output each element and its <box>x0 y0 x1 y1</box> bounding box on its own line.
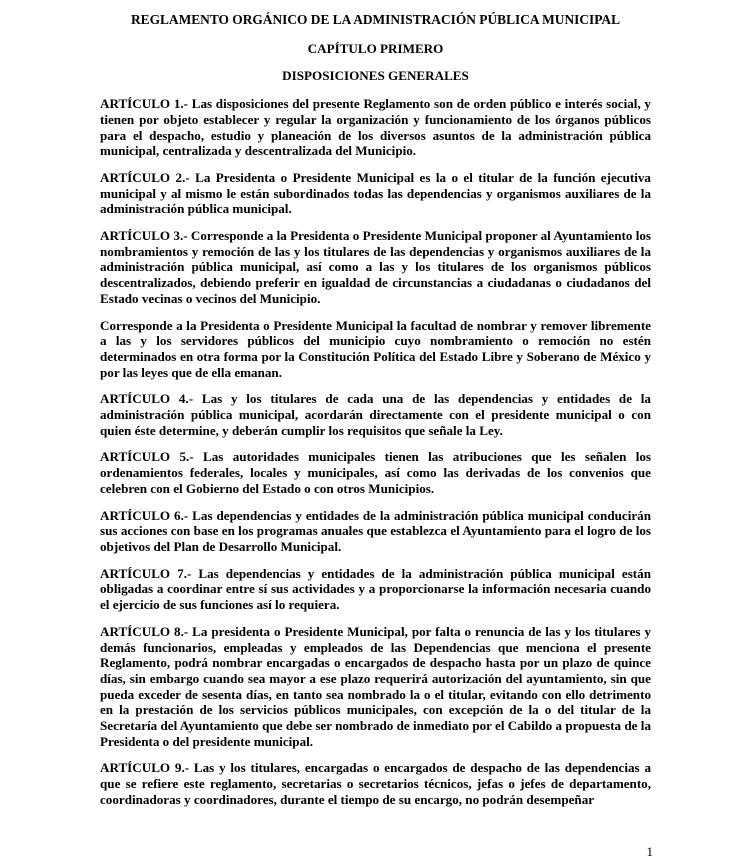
article-paragraph <box>100 391 651 438</box>
article-paragraph <box>100 96 651 159</box>
chapter-heading: CAPÍTULO PRIMERO <box>307 40 444 56</box>
article-number: ARTÍCULO 1.- <box>100 96 188 112</box>
article-text: Las y los titulares, encargadas o encargados de despacho de las dependencias a que se refiere este reglamento, secretarias o secretarios técnicos, jefas o jefes de departamento, coordinadoras y coordinadores, durante el tiempo de su encargo, no podrán desempeñar <box>100 760 651 807</box>
article-number: ARTÍCULO 8.- <box>100 623 189 639</box>
article-paragraph <box>100 228 651 307</box>
article-number: ARTÍCULO 9.- <box>100 760 190 776</box>
article-text: Las y los titulares de cada una de las dependencias y entidades de la administración pública municipal, acordarán directamente con el presidente municipal o con quien éste determine, y deberán cumplir los requisitos que señale la Ley. <box>100 391 651 438</box>
article-paragraph <box>100 170 651 217</box>
article-text: Las dependencias y entidades de la administración pública municipal están obligadas a coordinar entre sí sus actividades y a proporcionarse la información necesaria cuando el ejercicio de sus funciones así lo requiera. <box>100 565 651 613</box>
article-text: Las autoridades municipales tienen las atribuciones que les señalen los ordenamientos federales, locales y municipales, así como las derivadas de los convenios que celebren con el Gobierno del Estado o con otros Municipios. <box>100 449 651 496</box>
article-paragraph <box>100 760 651 807</box>
article-paragraph <box>100 508 651 555</box>
document-title: REGLAMENTO ORGÁNICO DE LA ADMINISTRACIÓN PÚBLICA MUNICIPAL <box>130 12 621 27</box>
article-paragraph <box>100 566 651 613</box>
article-number: ARTÍCULO 2.- <box>100 169 190 185</box>
article-text: La presidenta o Presidente Municipal, por falta o renuncia de las y los titulares y demás funcionarios, empleadas y empleados de las Dependencias que menciona el presente Reglamento, podrá nombrar encargadas o encargados de despacho hasta por un plazo de quince días, sin embargo cuando sea mayor a ese plazo requerirá autorización del ayuntamiento, sin que pueda exceder de sesenta días, en tanto sea nombrado la o el titular, evitando con ello detrimento en la prestación de los servicios públicos municipales, con excepción de la o del titular de la Secretaría del Ayuntamiento que debe ser nombrado de inmediato por el Cabildo a propuesta de la Presidenta o del presidente municipal. <box>100 623 651 749</box>
article-paragraph <box>100 624 651 750</box>
section-heading: DISPOSICIONES GENERALES <box>282 68 469 84</box>
article-number: ARTÍCULO 6.- <box>100 507 189 523</box>
article-text: Las disposiciones del presente Reglamento son de orden público e interés social, y tienen por objeto establecer y regular la organización y funcionamiento de los órganos públicos para el despacho, estudio y planeación de los diversos asuntos de la administración pública municipal, centralizada y descentralizada del Municipio. <box>100 96 651 159</box>
article-text: La Presidenta o Presidente Municipal es la o el titular de la función ejecutiva municipal y al mismo le están subordinados todas las dependencias y organismos auxiliares de la administración pública municipal. <box>100 169 651 217</box>
page-number: 1 <box>646 844 653 859</box>
document-page <box>100 12 651 819</box>
article-text: Corresponde a la Presidenta o Presidente Municipal proponer al Ayuntamiento los nombramientos y remoción de las y los titulares de las dependencias y organismos auxiliares de la administración pública municipal, así como a las y los titulares de los organismos públicos descentralizados, debiendo preferir en igualdad de circunstancias a ciudadanas o ciudadanos del Estado vecinas o vecinos del Municipio. <box>100 228 651 306</box>
article-paragraph <box>100 318 651 381</box>
article-text: Las dependencias y entidades de la administración pública municipal conducirán sus acciones con base en los programas anuales que establezca el Ayuntamiento para el logro de los objetivos del Plan de Desarrollo Municipal. <box>100 507 651 554</box>
article-paragraph <box>100 449 651 496</box>
article-number: ARTÍCULO 3.- <box>100 228 188 244</box>
article-text: Corresponde a la Presidenta o Presidente Municipal la facultad de nombrar y remover libremente a las y los servidores públicos del municipio cuyo nombramiento o remoción no estén determinados en otra forma por la Constitución Política del Estado Libre y Soberano de México y por las leyes que de ella emanan. <box>100 317 651 380</box>
article-number: ARTÍCULO 5.- <box>100 449 194 465</box>
article-number: ARTÍCULO 7.- <box>100 565 192 581</box>
article-number: ARTÍCULO 4.- <box>100 391 194 407</box>
